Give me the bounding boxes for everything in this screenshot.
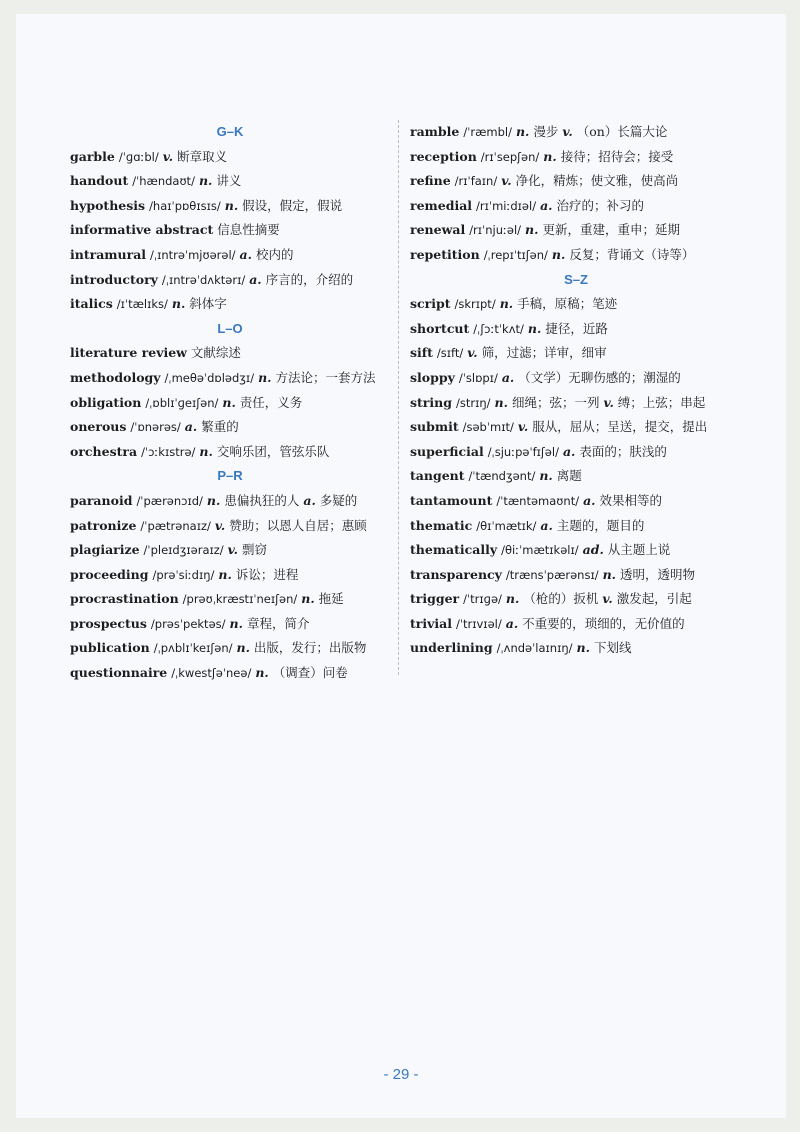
glossary-entry bbox=[70, 563, 390, 588]
entry-pos: a. bbox=[583, 492, 596, 508]
glossary-entry bbox=[70, 440, 390, 465]
entry-definition: 下划线 bbox=[593, 640, 632, 656]
entry-pos: n. bbox=[494, 394, 508, 410]
entry-pos: n. bbox=[602, 566, 617, 582]
entry-definition: 漫步 bbox=[533, 124, 559, 139]
entry-phonetic: /ˌmeθəˈdɒlədʒɪ/ bbox=[164, 370, 255, 385]
entry-word: orchestra bbox=[70, 443, 138, 459]
glossary-entry bbox=[410, 391, 742, 416]
entry-pos: n. bbox=[229, 615, 243, 631]
entry-pos: a. bbox=[239, 246, 252, 262]
entry-pos: n. bbox=[525, 222, 539, 238]
entry-definition: 细绳；弦；一列 bbox=[511, 394, 600, 410]
entry-pos: v. bbox=[214, 517, 226, 533]
entry-definition: 斜体字 bbox=[189, 296, 227, 312]
entry-definition: 反复；背诵文（诗等） bbox=[569, 246, 695, 262]
entry-word: sloppy bbox=[410, 369, 455, 385]
glossary-entry bbox=[70, 194, 390, 219]
entry-word: garble bbox=[70, 148, 115, 164]
entry-phonetic: /ˌʃɔːtˈkʌt/ bbox=[473, 321, 524, 336]
entry-word: patronize bbox=[70, 517, 137, 533]
document-page bbox=[16, 14, 786, 1118]
entry-word: plagiarize bbox=[70, 542, 140, 558]
entry-pos: a. bbox=[562, 443, 576, 459]
entry-pos: v. bbox=[501, 173, 512, 189]
entry-word: procrastination bbox=[70, 591, 179, 607]
entry-word: questionnaire bbox=[70, 665, 168, 681]
entry-pos: v. bbox=[602, 591, 613, 607]
entry-word: trigger bbox=[410, 591, 460, 607]
entry-word: tantamount bbox=[410, 492, 493, 508]
glossary-entry bbox=[410, 317, 742, 342]
entry-pos: a. bbox=[303, 492, 316, 508]
section-heading: S–Z bbox=[564, 271, 588, 287]
entry-word: informative abstract bbox=[70, 222, 214, 238]
entry-pos: v. bbox=[467, 345, 478, 361]
entry-pos: n. bbox=[301, 591, 315, 607]
glossary-entry bbox=[410, 612, 742, 637]
entry-phonetic: /ˈpærənɔɪd/ bbox=[136, 493, 203, 508]
entry-phonetic: /skrɪpt/ bbox=[454, 297, 496, 312]
glossary-entry bbox=[70, 661, 390, 686]
entry-pos: n. bbox=[551, 246, 566, 262]
glossary-entry bbox=[410, 218, 742, 243]
entry-definition: 方法论；一套方法 bbox=[275, 369, 376, 385]
entry-word: thematic bbox=[410, 517, 473, 533]
entry-word: ramble bbox=[410, 124, 460, 139]
glossary-entry bbox=[410, 292, 742, 317]
entry-phonetic: /haɪˈpɒθɪsɪs/ bbox=[149, 198, 221, 213]
entry-phonetic: /ˈpætrənaɪz/ bbox=[140, 518, 211, 533]
entry-definition: （调查）问卷 bbox=[272, 665, 348, 681]
entry-phonetic: /rɪˈnjuːəl/ bbox=[469, 223, 522, 238]
entry-phonetic: /ˈɒnərəs/ bbox=[130, 420, 181, 435]
glossary-entry bbox=[410, 514, 742, 539]
entry-word: script bbox=[410, 296, 451, 312]
entry-word: proceeding bbox=[70, 566, 149, 582]
entry-phonetic: /ˌɒblɪˈɡeɪʃən/ bbox=[145, 395, 219, 410]
entry-definition: （枪的）扳机 bbox=[523, 591, 599, 607]
entry-phonetic: /ɪˈtælɪks/ bbox=[116, 297, 168, 312]
entry-pos: n. bbox=[543, 148, 557, 164]
entry-definition: 离题 bbox=[556, 468, 582, 484]
glossary-entry bbox=[410, 145, 742, 170]
section-heading: G–K bbox=[216, 124, 244, 139]
entry-word: shortcut bbox=[410, 320, 470, 336]
entry-definition: 筛，过滤；详审，细审 bbox=[481, 345, 607, 361]
entry-definition: 假设，假定，假说 bbox=[242, 197, 343, 213]
glossary-entry bbox=[70, 292, 390, 317]
entry-definition: 断章取义 bbox=[177, 148, 228, 164]
entry-word: tangent bbox=[410, 468, 465, 484]
entry-definition: 表面的；肤浅的 bbox=[579, 443, 667, 459]
glossary-entry bbox=[70, 489, 390, 514]
entry-definition: 手稿，原稿；笔迹 bbox=[517, 296, 618, 312]
glossary-entry bbox=[410, 169, 742, 194]
entry-pos: n. bbox=[258, 369, 272, 385]
entry-word: repetition bbox=[410, 246, 480, 262]
entry-pos: a. bbox=[184, 419, 198, 435]
entry-definition: 从主题上说 bbox=[607, 542, 671, 558]
entry-pos: v. bbox=[562, 124, 573, 139]
entry-word: sift bbox=[410, 345, 433, 361]
entry-definition: 主题的，题目的 bbox=[556, 517, 645, 533]
entry-word: intramural bbox=[70, 246, 147, 262]
glossary-entry bbox=[410, 636, 742, 661]
entry-word: underlining bbox=[410, 640, 493, 656]
entry-definition: 透明，透明物 bbox=[620, 566, 696, 582]
glossary-entry bbox=[70, 538, 390, 563]
entry-pos: a. bbox=[540, 197, 553, 213]
entry-pos: n. bbox=[199, 443, 213, 459]
entry-definition: 效果相等的 bbox=[599, 492, 663, 508]
entry-phonetic: /ˈtændʒənt/ bbox=[468, 469, 536, 484]
entry-pos: n. bbox=[527, 320, 542, 336]
entry-phonetic: /ˈɡɑːbl/ bbox=[118, 149, 159, 164]
entry-pos: n. bbox=[198, 173, 213, 189]
glossary-entry bbox=[410, 415, 742, 440]
entry-pos: n. bbox=[222, 394, 236, 410]
entry-pos: v. bbox=[603, 394, 614, 410]
entry-word: submit bbox=[410, 419, 459, 435]
entry-word: thematically bbox=[410, 542, 498, 558]
glossary-entry bbox=[70, 636, 390, 661]
entry-phonetic: /strɪŋ/ bbox=[455, 395, 491, 410]
entry-word: publication bbox=[70, 640, 150, 656]
entry-pos: ad. bbox=[582, 542, 604, 558]
entry-pos: a. bbox=[505, 615, 519, 631]
entry-word: paranoid bbox=[70, 492, 133, 508]
section-heading: L–O bbox=[217, 320, 243, 336]
entry-word: transparency bbox=[410, 566, 502, 582]
entry-definition: 交响乐团，管弦乐队 bbox=[216, 443, 330, 459]
entry-word: prospectus bbox=[70, 615, 147, 631]
glossary-entry bbox=[70, 145, 390, 170]
entry-phonetic: /rɪˈsepʃən/ bbox=[480, 149, 540, 164]
entry-definition: 患偏执狂的人 bbox=[224, 492, 300, 508]
entry-word: reception bbox=[410, 148, 477, 164]
entry-pos: n. bbox=[576, 640, 590, 656]
entry-definition: 不重要的，琐细的，无价值的 bbox=[522, 615, 685, 631]
glossary-entry bbox=[410, 440, 742, 465]
entry-word: italics bbox=[70, 296, 113, 312]
glossary-column-left bbox=[70, 120, 390, 686]
entry-phonetic: /prəˈsiːdɪŋ/ bbox=[152, 567, 215, 582]
entry-definition: 出版，发行；出版物 bbox=[253, 640, 367, 656]
glossary-entry bbox=[70, 612, 390, 637]
entry-phonetic: /ˈtrɪvɪəl/ bbox=[455, 616, 502, 631]
glossary-entry bbox=[410, 538, 742, 563]
entry-pos: a. bbox=[540, 517, 553, 533]
entry-word: trivial bbox=[410, 615, 452, 631]
glossary-entry bbox=[70, 341, 390, 366]
entry-definition: 多疑的 bbox=[319, 492, 358, 508]
entry-pos: v. bbox=[517, 419, 529, 435]
entry-phonetic: /ˈɔːkɪstrə/ bbox=[141, 444, 196, 459]
entry-phonetic: /rɪˈmiːdɪəl/ bbox=[476, 198, 537, 213]
entry-phonetic: /ˈhændaʊt/ bbox=[132, 174, 195, 189]
entry-definition: 诉讼；进程 bbox=[235, 566, 299, 582]
entry-pos: n. bbox=[505, 591, 520, 607]
entry-phonetic: /ˌrepɪˈtɪʃən/ bbox=[483, 247, 548, 262]
entry-phonetic: /ˌʌndəˈlaɪnɪŋ/ bbox=[496, 641, 573, 656]
glossary-entry bbox=[70, 268, 390, 293]
entry-pos: n. bbox=[255, 665, 269, 681]
entry-definition: 剽窃 bbox=[242, 542, 268, 558]
entry-word: string bbox=[410, 394, 452, 410]
entry-pos: n. bbox=[515, 124, 530, 139]
page-number: - 29 - bbox=[383, 1066, 419, 1083]
entry-word: introductory bbox=[70, 271, 158, 287]
entry-phonetic: /ˈræmbl/ bbox=[463, 125, 512, 139]
glossary-entry bbox=[70, 243, 390, 268]
entry-definition: 更新，重建，重申；延期 bbox=[542, 222, 680, 238]
entry-word: methodology bbox=[70, 369, 161, 385]
entry-phonetic: /prəsˈpektəs/ bbox=[150, 616, 226, 631]
entry-pos: a. bbox=[501, 369, 515, 385]
glossary-entry bbox=[410, 194, 742, 219]
entry-word: hypothesis bbox=[70, 197, 146, 213]
entry-phonetic: /sɪft/ bbox=[436, 346, 464, 361]
entry-word: literature review bbox=[70, 345, 187, 361]
entry-pos: n. bbox=[224, 197, 239, 213]
entry-pos: n. bbox=[236, 640, 250, 656]
entry-word: renewal bbox=[410, 222, 466, 238]
entry-pos: v. bbox=[227, 542, 239, 558]
entry-phonetic: /səbˈmɪt/ bbox=[462, 420, 514, 435]
entry-phonetic: /ˈtrɪɡə/ bbox=[463, 592, 502, 607]
entry-definition: 章程，简介 bbox=[246, 615, 310, 631]
entry-phonetic: /ˌpʌblɪˈkeɪʃən/ bbox=[153, 641, 233, 656]
glossary-entry bbox=[410, 366, 742, 391]
glossary-entry bbox=[70, 415, 390, 440]
entry-phonetic: /ˌɪntrəˈmjʊərəl/ bbox=[150, 247, 236, 262]
entry-definition: 文献综述 bbox=[190, 345, 241, 361]
entry-pos: v. bbox=[162, 148, 174, 164]
entry-definition: （文学）无聊伤感的；潮湿的 bbox=[518, 369, 681, 385]
glossary-entry bbox=[410, 587, 742, 612]
glossary-column-right bbox=[410, 120, 742, 661]
entry-word: handout bbox=[70, 173, 129, 189]
entry-pos: n. bbox=[206, 492, 221, 508]
entry-phonetic: /ˈslɒpɪ/ bbox=[458, 370, 498, 385]
entry-definition: 激发起，引起 bbox=[616, 591, 692, 607]
entry-phonetic: /trænsˈpærənsɪ/ bbox=[505, 567, 599, 582]
entry-definition: 讲义 bbox=[216, 173, 242, 189]
glossary-entry bbox=[410, 120, 742, 145]
entry-definition: 拖延 bbox=[318, 591, 344, 607]
entry-pos: n. bbox=[499, 296, 514, 312]
glossary-entry bbox=[410, 243, 742, 268]
glossary-entry bbox=[70, 514, 390, 539]
entry-phonetic: /θiːˈmætɪkəlɪ/ bbox=[501, 543, 579, 558]
section-heading: P–R bbox=[217, 468, 243, 484]
entry-definition: （on）长篇大论 bbox=[576, 124, 668, 139]
entry-word: obligation bbox=[70, 394, 142, 410]
entry-phonetic: /θɪˈmætɪk/ bbox=[476, 518, 537, 533]
glossary-entry bbox=[70, 391, 390, 416]
entry-definition: 治疗的；补习的 bbox=[556, 197, 645, 213]
entry-definition: 接待；招待会；接受 bbox=[560, 148, 674, 164]
entry-phonetic: /ˌkwestʃəˈneə/ bbox=[171, 666, 252, 681]
entry-word: refine bbox=[410, 173, 451, 189]
column-divider bbox=[398, 120, 399, 675]
glossary-entry bbox=[410, 563, 742, 588]
entry-pos: n. bbox=[218, 566, 232, 582]
entry-definition: 责任，义务 bbox=[239, 394, 303, 410]
entry-word: onerous bbox=[70, 419, 127, 435]
entry-definition: 赞助；以恩人自居；惠顾 bbox=[229, 517, 367, 533]
entry-pos: a. bbox=[249, 271, 262, 287]
glossary-entry bbox=[70, 366, 390, 391]
entry-word: superficial bbox=[410, 443, 484, 459]
entry-phonetic: /ˌsjuːpəˈfɪʃəl/ bbox=[487, 444, 559, 459]
entry-definition: 信息性摘要 bbox=[217, 222, 280, 238]
entry-word: remedial bbox=[410, 197, 473, 213]
entry-definition: 繁重的 bbox=[201, 419, 239, 435]
entry-phonetic: /ˈtæntəmaʊnt/ bbox=[496, 493, 580, 508]
entry-definition: 服从，屈从；呈送，提交，提出 bbox=[532, 419, 708, 435]
entry-pos: n. bbox=[539, 468, 553, 484]
entry-phonetic: /ˈpleɪdʒɪəraɪz/ bbox=[143, 543, 224, 558]
entry-phonetic: /rɪˈfaɪn/ bbox=[454, 174, 498, 189]
entry-definition: 校内的 bbox=[255, 246, 294, 262]
entry-pos: n. bbox=[171, 296, 186, 312]
glossary-entry bbox=[410, 489, 742, 514]
entry-definition: 捷径，近路 bbox=[545, 320, 608, 336]
glossary-entry bbox=[70, 169, 390, 194]
entry-definition: 缚；上弦；串起 bbox=[617, 394, 706, 410]
entry-definition: 序言的，介绍的 bbox=[265, 271, 354, 287]
glossary-entry bbox=[70, 587, 390, 612]
glossary-entry bbox=[410, 464, 742, 489]
entry-phonetic: /ˌɪntrəˈdʌktərɪ/ bbox=[161, 272, 246, 287]
glossary-entry bbox=[70, 218, 390, 243]
entry-definition: 净化，精炼；使文雅，使高尚 bbox=[515, 173, 679, 189]
entry-phonetic: /prəʊˌkræstɪˈneɪʃən/ bbox=[182, 592, 298, 607]
glossary-entry bbox=[410, 341, 742, 366]
